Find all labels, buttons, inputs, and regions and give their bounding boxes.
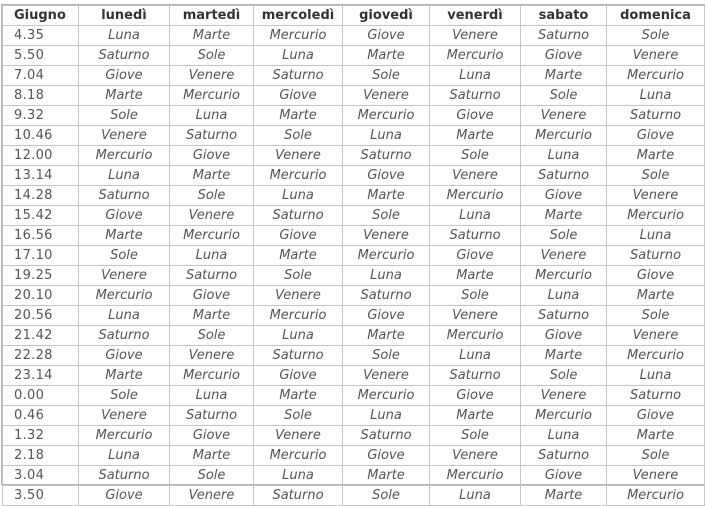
planet-cell-monday: Giove xyxy=(79,206,170,226)
planet-cell-saturday: Sole xyxy=(521,86,607,106)
planet-cell-tuesday: Mercurio xyxy=(170,366,254,386)
planet-cell-thursday: Mercurio xyxy=(343,106,430,126)
header-row xyxy=(3,6,705,26)
planet-cell-friday: Mercurio xyxy=(430,186,521,206)
table-row xyxy=(3,406,705,426)
planet-cell-friday: Marte xyxy=(430,406,521,426)
time-cell: 7.04 xyxy=(3,66,79,86)
planet-cell-thursday: Sole xyxy=(343,66,430,86)
planet-cell-friday: Luna xyxy=(430,346,521,366)
planet-cell-wednesday: Venere xyxy=(254,146,343,166)
planet-cell-sunday: Giove xyxy=(607,266,705,286)
planet-cell-wednesday: Saturno xyxy=(254,66,343,86)
planet-cell-sunday: Mercurio xyxy=(607,206,705,226)
time-cell: 21.42 xyxy=(3,326,79,346)
planet-cell-sunday: Sole xyxy=(607,166,705,186)
planet-cell-tuesday: Venere xyxy=(170,206,254,226)
planet-cell-wednesday: Saturno xyxy=(254,346,343,366)
planet-cell-tuesday: Sole xyxy=(170,326,254,346)
table-row xyxy=(3,206,705,226)
table-row xyxy=(3,466,705,486)
planet-cell-wednesday: Marte xyxy=(254,106,343,126)
planet-cell-wednesday: Marte xyxy=(254,246,343,266)
planet-cell-tuesday: Venere xyxy=(170,66,254,86)
planet-cell-sunday: Mercurio xyxy=(607,346,705,366)
table-row xyxy=(3,486,705,506)
planet-cell-friday: Giove xyxy=(430,386,521,406)
planet-cell-friday: Luna xyxy=(430,206,521,226)
table-row xyxy=(3,66,705,86)
planet-cell-thursday: Sole xyxy=(343,346,430,366)
planet-cell-friday: Luna xyxy=(430,486,521,506)
time-cell: 17.10 xyxy=(3,246,79,266)
planet-cell-monday: Giove xyxy=(79,66,170,86)
planet-cell-tuesday: Saturno xyxy=(170,266,254,286)
table-row xyxy=(3,426,705,446)
planet-cell-thursday: Mercurio xyxy=(343,246,430,266)
table-row xyxy=(3,26,705,46)
time-cell: 2.18 xyxy=(3,446,79,466)
time-cell: 1.32 xyxy=(3,426,79,446)
planet-cell-wednesday: Sole xyxy=(254,406,343,426)
hours-table-frame xyxy=(1,4,705,503)
table-row xyxy=(3,126,705,146)
planet-cell-tuesday: Saturno xyxy=(170,406,254,426)
planet-cell-thursday: Saturno xyxy=(343,146,430,166)
header-wednesday: mercoledì xyxy=(254,6,343,26)
planet-cell-saturday: Venere xyxy=(521,246,607,266)
planet-cell-monday: Saturno xyxy=(79,466,170,486)
time-cell: 0.46 xyxy=(3,406,79,426)
planet-cell-saturday: Giove xyxy=(521,46,607,66)
planet-cell-wednesday: Sole xyxy=(254,126,343,146)
time-cell: 15.42 xyxy=(3,206,79,226)
table-row xyxy=(3,226,705,246)
planet-cell-tuesday: Venere xyxy=(170,346,254,366)
planet-cell-sunday: Sole xyxy=(607,306,705,326)
planet-cell-monday: Luna xyxy=(79,446,170,466)
planet-cell-monday: Luna xyxy=(79,166,170,186)
planet-cell-saturday: Mercurio xyxy=(521,406,607,426)
planet-cell-monday: Sole xyxy=(79,246,170,266)
planet-cell-monday: Marte xyxy=(79,366,170,386)
planet-cell-friday: Saturno xyxy=(430,86,521,106)
planet-cell-saturday: Giove xyxy=(521,186,607,206)
planet-cell-friday: Mercurio xyxy=(430,326,521,346)
planet-cell-friday: Giove xyxy=(430,246,521,266)
time-cell: 0.00 xyxy=(3,386,79,406)
planet-cell-thursday: Giove xyxy=(343,306,430,326)
planet-cell-sunday: Mercurio xyxy=(607,486,705,506)
planet-cell-sunday: Venere xyxy=(607,186,705,206)
table-row xyxy=(3,446,705,466)
planet-cell-friday: Mercurio xyxy=(430,466,521,486)
header-tuesday: martedì xyxy=(170,6,254,26)
planet-cell-saturday: Mercurio xyxy=(521,126,607,146)
planet-cell-monday: Saturno xyxy=(79,326,170,346)
planet-cell-thursday: Luna xyxy=(343,266,430,286)
time-cell: 3.04 xyxy=(3,466,79,486)
planet-cell-tuesday: Sole xyxy=(170,46,254,66)
planet-cell-monday: Mercurio xyxy=(79,426,170,446)
planet-cell-monday: Luna xyxy=(79,306,170,326)
table-row xyxy=(3,146,705,166)
time-cell: 12.00 xyxy=(3,146,79,166)
planet-cell-monday: Marte xyxy=(79,86,170,106)
planet-cell-friday: Venere xyxy=(430,446,521,466)
planet-cell-tuesday: Luna xyxy=(170,386,254,406)
planet-cell-sunday: Saturno xyxy=(607,106,705,126)
planet-cell-wednesday: Giove xyxy=(254,86,343,106)
table-row xyxy=(3,266,705,286)
planet-cell-thursday: Sole xyxy=(343,486,430,506)
planet-cell-wednesday: Venere xyxy=(254,286,343,306)
planet-cell-sunday: Mercurio xyxy=(607,66,705,86)
planet-cell-tuesday: Marte xyxy=(170,306,254,326)
planet-cell-friday: Luna xyxy=(430,66,521,86)
planet-cell-saturday: Saturno xyxy=(521,446,607,466)
planet-cell-thursday: Marte xyxy=(343,46,430,66)
planet-cell-monday: Sole xyxy=(79,386,170,406)
table-row xyxy=(3,86,705,106)
table-body xyxy=(3,26,705,506)
table-row xyxy=(3,326,705,346)
planet-cell-thursday: Giove xyxy=(343,26,430,46)
planet-cell-friday: Venere xyxy=(430,166,521,186)
planet-cell-sunday: Giove xyxy=(607,406,705,426)
header-sunday: domenica xyxy=(607,6,705,26)
planet-cell-thursday: Giove xyxy=(343,166,430,186)
planet-cell-saturday: Luna xyxy=(521,146,607,166)
header-friday: venerdì xyxy=(430,6,521,26)
planet-cell-monday: Saturno xyxy=(79,186,170,206)
planet-cell-sunday: Luna xyxy=(607,366,705,386)
planet-cell-friday: Saturno xyxy=(430,366,521,386)
planet-cell-friday: Marte xyxy=(430,266,521,286)
planet-cell-saturday: Mercurio xyxy=(521,266,607,286)
planet-cell-thursday: Saturno xyxy=(343,286,430,306)
planet-cell-tuesday: Marte xyxy=(170,166,254,186)
time-cell: 3.50 xyxy=(3,486,79,506)
planet-cell-saturday: Luna xyxy=(521,286,607,306)
planet-cell-thursday: Saturno xyxy=(343,426,430,446)
planet-cell-sunday: Venere xyxy=(607,46,705,66)
time-cell: 14.28 xyxy=(3,186,79,206)
planet-cell-tuesday: Giove xyxy=(170,426,254,446)
header-saturday: sabato xyxy=(521,6,607,26)
planet-cell-sunday: Sole xyxy=(607,446,705,466)
planet-cell-saturday: Venere xyxy=(521,106,607,126)
planet-cell-tuesday: Giove xyxy=(170,286,254,306)
planet-cell-saturday: Saturno xyxy=(521,166,607,186)
planet-cell-tuesday: Sole xyxy=(170,466,254,486)
table-row xyxy=(3,46,705,66)
planet-cell-saturday: Marte xyxy=(521,486,607,506)
planet-cell-monday: Venere xyxy=(79,266,170,286)
planet-cell-thursday: Luna xyxy=(343,126,430,146)
planet-cell-saturday: Sole xyxy=(521,366,607,386)
time-cell: 13.14 xyxy=(3,166,79,186)
planet-cell-thursday: Venere xyxy=(343,86,430,106)
planet-cell-friday: Giove xyxy=(430,106,521,126)
time-cell: 16.56 xyxy=(3,226,79,246)
planet-cell-wednesday: Saturno xyxy=(254,486,343,506)
planet-cell-saturday: Marte xyxy=(521,346,607,366)
planet-cell-friday: Sole xyxy=(430,286,521,306)
planet-cell-tuesday: Luna xyxy=(170,106,254,126)
table-row xyxy=(3,366,705,386)
planet-cell-thursday: Mercurio xyxy=(343,386,430,406)
table-row xyxy=(3,186,705,206)
time-cell: 23.14 xyxy=(3,366,79,386)
time-cell: 5.50 xyxy=(3,46,79,66)
planet-cell-thursday: Luna xyxy=(343,406,430,426)
time-cell: 20.56 xyxy=(3,306,79,326)
planet-cell-tuesday: Luna xyxy=(170,246,254,266)
planet-cell-wednesday: Luna xyxy=(254,46,343,66)
planet-cell-saturday: Marte xyxy=(521,206,607,226)
time-cell: 10.46 xyxy=(3,126,79,146)
planet-cell-sunday: Marte xyxy=(607,286,705,306)
planet-cell-monday: Mercurio xyxy=(79,146,170,166)
header-month: Giugno xyxy=(3,6,79,26)
planet-cell-wednesday: Mercurio xyxy=(254,446,343,466)
planet-cell-tuesday: Marte xyxy=(170,446,254,466)
table-row xyxy=(3,246,705,266)
planet-cell-monday: Sole xyxy=(79,106,170,126)
planet-cell-thursday: Giove xyxy=(343,446,430,466)
planet-cell-wednesday: Luna xyxy=(254,186,343,206)
planet-cell-sunday: Marte xyxy=(607,146,705,166)
table-row xyxy=(3,106,705,126)
planet-cell-saturday: Venere xyxy=(521,386,607,406)
time-cell: 22.28 xyxy=(3,346,79,366)
planet-cell-wednesday: Giove xyxy=(254,226,343,246)
planet-cell-thursday: Marte xyxy=(343,466,430,486)
planet-cell-wednesday: Luna xyxy=(254,466,343,486)
planet-cell-saturday: Giove xyxy=(521,326,607,346)
time-cell: 19.25 xyxy=(3,266,79,286)
planet-cell-saturday: Saturno xyxy=(521,26,607,46)
planet-cell-thursday: Sole xyxy=(343,206,430,226)
planet-cell-sunday: Luna xyxy=(607,86,705,106)
planet-cell-friday: Venere xyxy=(430,26,521,46)
planet-cell-monday: Giove xyxy=(79,486,170,506)
planet-cell-wednesday: Mercurio xyxy=(254,306,343,326)
planet-cell-monday: Marte xyxy=(79,226,170,246)
planet-cell-monday: Venere xyxy=(79,126,170,146)
table-row xyxy=(3,346,705,366)
planet-cell-friday: Venere xyxy=(430,306,521,326)
planet-cell-wednesday: Marte xyxy=(254,386,343,406)
planet-cell-monday: Saturno xyxy=(79,46,170,66)
planet-cell-tuesday: Marte xyxy=(170,26,254,46)
planet-cell-monday: Luna xyxy=(79,26,170,46)
planet-cell-thursday: Marte xyxy=(343,186,430,206)
planet-cell-monday: Venere xyxy=(79,406,170,426)
planet-cell-thursday: Venere xyxy=(343,226,430,246)
planet-cell-saturday: Luna xyxy=(521,426,607,446)
planet-cell-tuesday: Mercurio xyxy=(170,226,254,246)
planet-cell-tuesday: Giove xyxy=(170,146,254,166)
header-monday: lunedì xyxy=(79,6,170,26)
planet-cell-tuesday: Venere xyxy=(170,486,254,506)
table-row xyxy=(3,286,705,306)
planet-cell-monday: Mercurio xyxy=(79,286,170,306)
planet-cell-friday: Mercurio xyxy=(430,46,521,66)
planet-cell-sunday: Luna xyxy=(607,226,705,246)
planet-cell-tuesday: Sole xyxy=(170,186,254,206)
planet-cell-friday: Marte xyxy=(430,126,521,146)
planet-cell-sunday: Sole xyxy=(607,26,705,46)
planet-cell-saturday: Marte xyxy=(521,66,607,86)
time-cell: 9.32 xyxy=(3,106,79,126)
time-cell: 4.35 xyxy=(3,26,79,46)
planet-cell-friday: Saturno xyxy=(430,226,521,246)
header-thursday: giovedì xyxy=(343,6,430,26)
planet-cell-friday: Sole xyxy=(430,146,521,166)
planet-cell-wednesday: Giove xyxy=(254,366,343,386)
planet-cell-wednesday: Mercurio xyxy=(254,166,343,186)
planetary-hours-table xyxy=(2,5,705,506)
planet-cell-wednesday: Saturno xyxy=(254,206,343,226)
planet-cell-sunday: Saturno xyxy=(607,386,705,406)
planet-cell-friday: Sole xyxy=(430,426,521,446)
planet-cell-thursday: Venere xyxy=(343,366,430,386)
planet-cell-tuesday: Mercurio xyxy=(170,86,254,106)
planet-cell-wednesday: Mercurio xyxy=(254,26,343,46)
planet-cell-saturday: Giove xyxy=(521,466,607,486)
table-row xyxy=(3,306,705,326)
planet-cell-sunday: Giove xyxy=(607,126,705,146)
planet-cell-sunday: Venere xyxy=(607,326,705,346)
planet-cell-sunday: Marte xyxy=(607,426,705,446)
planet-cell-thursday: Marte xyxy=(343,326,430,346)
planet-cell-sunday: Venere xyxy=(607,466,705,486)
table-row xyxy=(3,386,705,406)
time-cell: 8.18 xyxy=(3,86,79,106)
planet-cell-sunday: Saturno xyxy=(607,246,705,266)
planet-cell-wednesday: Luna xyxy=(254,326,343,346)
planet-cell-wednesday: Venere xyxy=(254,426,343,446)
planet-cell-saturday: Sole xyxy=(521,226,607,246)
planet-cell-wednesday: Sole xyxy=(254,266,343,286)
planet-cell-monday: Giove xyxy=(79,346,170,366)
table-row xyxy=(3,166,705,186)
planet-cell-saturday: Saturno xyxy=(521,306,607,326)
time-cell: 20.10 xyxy=(3,286,79,306)
planet-cell-tuesday: Saturno xyxy=(170,126,254,146)
